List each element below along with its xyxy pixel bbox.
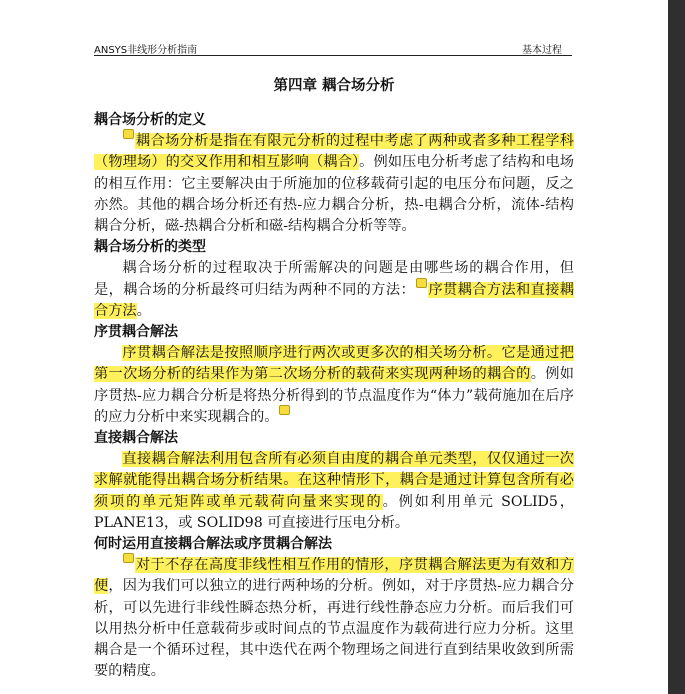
paragraph-when (94, 555, 574, 682)
highlighted-text: 序贯耦合解法是按照顺序进行两次或更多次的相关场分析。它是通过把第一次场分析的结果作为第二次场分析的载荷来实现两种场的耦合的 (94, 345, 574, 383)
paragraph-types (94, 258, 574, 322)
section-heading-types: 耦合场分析的类型 (94, 239, 206, 256)
chapter-title: 第四章 耦合场分析 (273, 78, 395, 94)
document-body (94, 110, 574, 682)
section-heading-definition: 耦合场分析的定义 (94, 112, 206, 128)
paragraph-text: 。例如序贯热-应力耦合分析是将热分析得到的节点温度作为“体力”载荷施加在后序的应力分析中来实现耦合的。 (94, 366, 574, 425)
paragraph-text: 。 (136, 302, 151, 319)
section-heading-direct: 直接耦合解法 (94, 430, 178, 447)
highlighted-text: 直接耦合解法利用包含所有必须自由度的耦合单元类型，仅仅通过一次求解就能得出耦合场分析结果。在这种情形下，耦合是通过计算包含所有必须项的单元矩阵或单元载荷向量来实现的 (94, 451, 574, 510)
viewer-scroll-edge[interactable] (668, 0, 685, 694)
highlighted-text: 耦合场分析是指在有限元分析的过程中考虑了两种或者多种工程学科（物理场）的交叉作用和相互影响（耦合） (94, 133, 574, 171)
section-heading-when: 何时运用直接耦合解法或序贯耦合解法 (94, 536, 332, 553)
paragraph-direct (94, 449, 574, 534)
paragraph-sequential (94, 343, 574, 428)
header-rule (94, 55, 572, 56)
comment-note-icon[interactable] (123, 553, 134, 563)
comment-note-icon[interactable] (279, 405, 290, 415)
running-header-right: 基本过程 (522, 45, 562, 56)
paragraph-text: 。例如利用单元 SOLID5，PLANE13，或 SOLID98 可直接进行压电分析。 (94, 493, 574, 531)
paragraph-text: ，因为我们可以独立的进行两种场的分析。例如，对于序贯热-应力耦合分析，可以先进行非线性瞬态热分析，再进行线性静态应力分析。而后我们可以用热分析中任意载荷步或时间点的节点温度作为载荷进行应力分析。这里耦合是一个循环过程，其中迭代在两个物理场之间进行直到结果收敛到所需要的精度。 (94, 578, 574, 680)
paragraph-definition (94, 131, 574, 237)
section-heading-sequential: 序贯耦合解法 (94, 324, 178, 341)
comment-note-icon[interactable] (416, 278, 427, 288)
paragraph-text: 耦合场分析的过程取决于所需解决的问题是由哪些场的耦合作用，但是，耦合场的分析最终可归结为两种不同的方法： (94, 260, 574, 298)
running-header-left: ANSYS非线形分析指南 (94, 45, 198, 56)
highlighted-text: 对于不存在高度非线性相互作用的情形，序贯耦合解法更为有效和方便 (94, 557, 574, 595)
paragraph-text: 。例如压电分析考虑了结构和电场的相互作用：它主要解决由于所施加的位移载荷引起的电压分布问题，反之亦然。其他的耦合场分析还有热-应力耦合分析，热-电耦合分析，流体-结构耦合分析，磁-热耦合分析和磁-结构耦合分析等等。 (94, 154, 574, 235)
highlighted-text: 序贯耦合方法和直接耦合方法 (94, 281, 574, 319)
comment-note-icon[interactable] (123, 129, 134, 139)
